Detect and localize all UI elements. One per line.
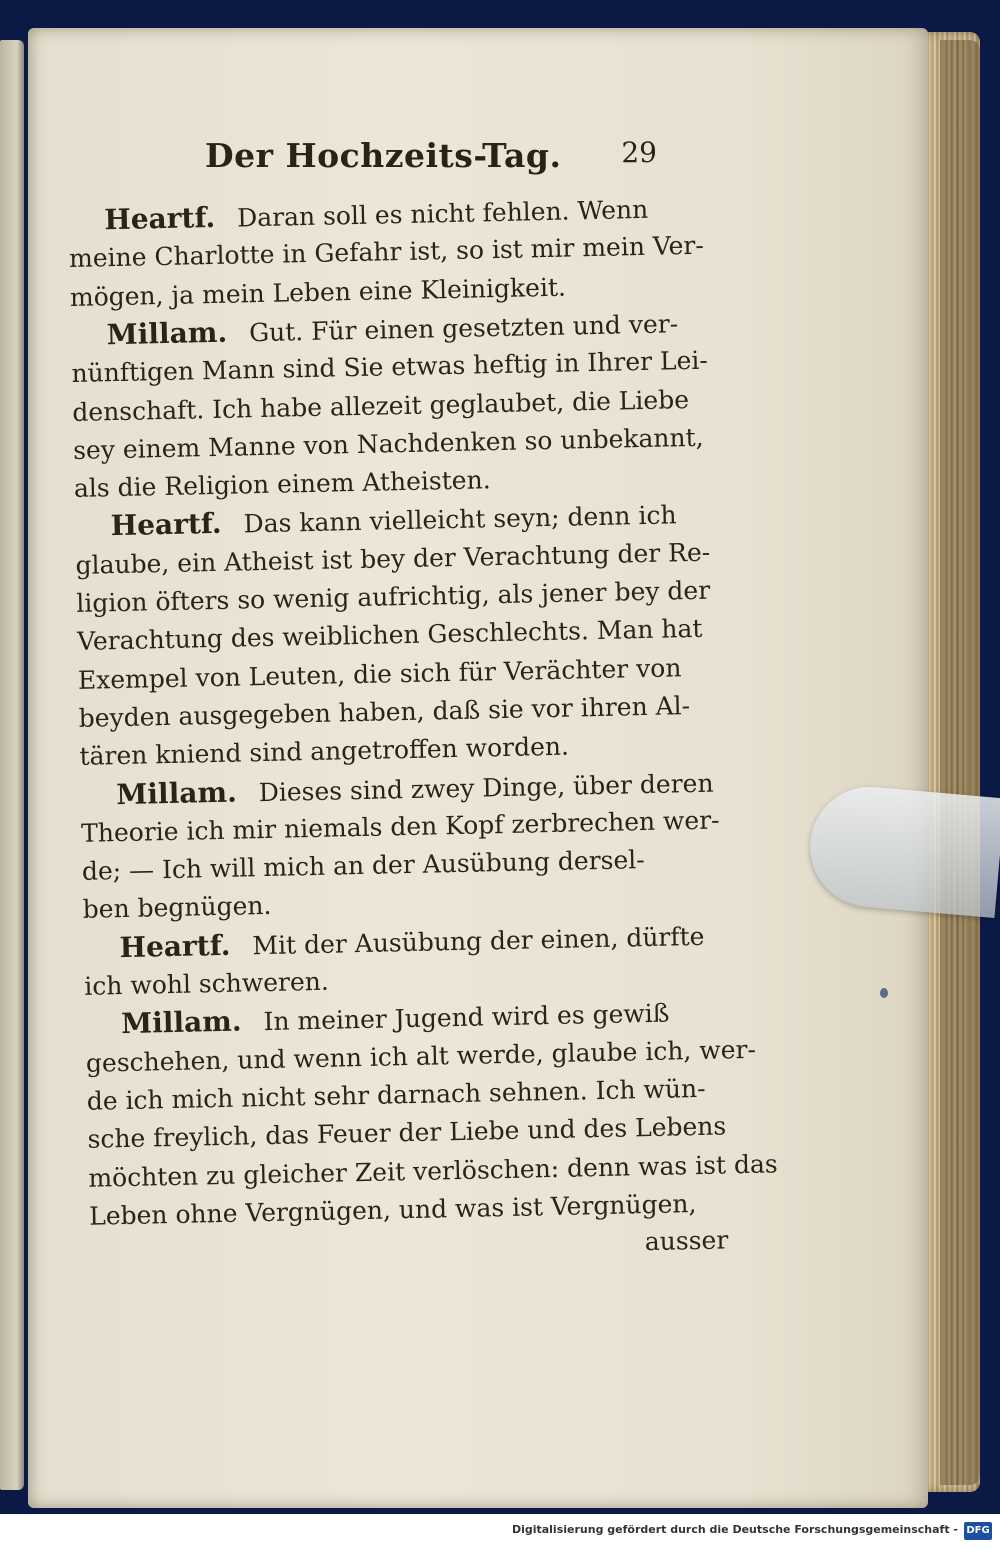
- text-line: [75, 536, 710, 581]
- text-line: [69, 230, 704, 275]
- line-text: In meiner Jugend wird es gewiß: [263, 998, 670, 1037]
- running-title: Der Hochzeits-Tag.: [205, 136, 562, 175]
- text-line: [79, 731, 569, 773]
- page-number: 29: [621, 136, 657, 169]
- line-text: nünftigen Mann sind Sie etwas heftig in Ihrer Lei-: [71, 345, 709, 389]
- line-text: möchten zu gleicher Zeit verlöschen: denn was ist das: [88, 1148, 778, 1193]
- page-header: [205, 132, 665, 176]
- text-line: [83, 920, 705, 966]
- speaker-name: Heartf.: [110, 507, 222, 543]
- line-text: meine Charlotte in Gefahr ist, so ist mir mein Ver-: [68, 230, 705, 274]
- line-text: Daran soll es nicht fehlen. Wenn: [236, 194, 649, 233]
- dfg-logo: DFG: [964, 1522, 992, 1540]
- speaker-name: Millam.: [116, 775, 238, 811]
- text-line: [72, 384, 689, 429]
- speaker-name: Millam.: [120, 1004, 242, 1041]
- speaker-name: Heartf.: [103, 200, 216, 237]
- text-line: [77, 613, 703, 658]
- line-text: Verachtung des weiblichen Geschlechts. Man hat: [76, 614, 703, 657]
- text-line: [78, 690, 690, 735]
- line-text: de ich mich nicht sehr darnach sehnen. Ich wün-: [86, 1073, 706, 1116]
- line-text: denschaft. Ich habe allezeit geglaubet, die Liebe: [72, 384, 690, 427]
- line-text: tären kniend sind angetroffen worden.: [79, 731, 570, 772]
- funding-credit: Digitalisierung gefördert durch die Deutsche Forschungsgemeinschaft -: [511, 1523, 958, 1536]
- text-line: [82, 890, 271, 926]
- ink-spot: [880, 988, 888, 998]
- line-text: beyden ausgegeben haben, daß sie vor ihren Al-: [78, 690, 691, 733]
- line-text: geschehen, und wenn ich alt werde, glaube ich, wer-: [85, 1034, 757, 1078]
- line-text: ich wohl schweren.: [84, 966, 330, 1001]
- line-text: Das kann vielleicht seyn; denn ich: [243, 500, 677, 539]
- text-line: [87, 1111, 726, 1156]
- line-text: mögen, ja mein Leben eine Kleinigkeit.: [69, 272, 567, 312]
- footer-bar: [0, 1514, 1000, 1550]
- text-line: [84, 966, 329, 1003]
- text-line: [73, 422, 704, 467]
- line-text: als die Religion einem Atheisten.: [73, 465, 491, 504]
- line-text: ben begnügen.: [82, 891, 272, 925]
- line-text: ligion öfters so wenig aufrichtig, als jener bey der: [76, 575, 711, 618]
- line-text: Leben ohne Vergnügen, und was ist Vergnügen,: [88, 1188, 697, 1231]
- line-text: glaube, ein Atheist ist bey der Verachtung der Re-: [75, 537, 711, 580]
- speaker-name: Millam.: [106, 315, 228, 352]
- book-page-edges-shadow: [940, 40, 980, 1485]
- text-line: [78, 652, 682, 697]
- text-line: [82, 844, 645, 888]
- body-text: [68, 192, 778, 1285]
- text-line: [70, 307, 678, 353]
- line-text: Theorie ich mir niemals den Kopf zerbrechen wer-: [80, 805, 720, 848]
- text-line: [86, 1033, 757, 1079]
- line-text: Exempel von Leuten, die sich für Verächter von: [77, 652, 682, 695]
- text-line: [74, 464, 491, 505]
- text-line: [89, 1188, 697, 1233]
- facing-page-edge: [0, 40, 24, 1490]
- line-text: de; — Ich will mich an der Ausübung dersel-: [81, 845, 645, 886]
- text-line: [76, 575, 710, 620]
- text-line: [70, 271, 567, 313]
- text-line: [86, 1073, 705, 1118]
- line-text: Gut. Für einen gesetzten und ver-: [248, 309, 679, 348]
- line-text: Mit der Ausübung der einen, dürfte: [252, 921, 705, 960]
- text-line: [81, 804, 720, 849]
- text-line: [71, 345, 708, 390]
- text-line: [85, 997, 670, 1042]
- text-line: [74, 499, 676, 545]
- speaker-name: Heartf.: [119, 928, 231, 964]
- line-text: sey einem Manne von Nachdenken so unbekannt,: [72, 422, 704, 465]
- catchword: ausser: [644, 1225, 729, 1257]
- line-text: Dieses sind zwey Dinge, über deren: [258, 768, 714, 807]
- line-text: sche freylich, das Feuer der Liebe und des Lebens: [87, 1111, 727, 1154]
